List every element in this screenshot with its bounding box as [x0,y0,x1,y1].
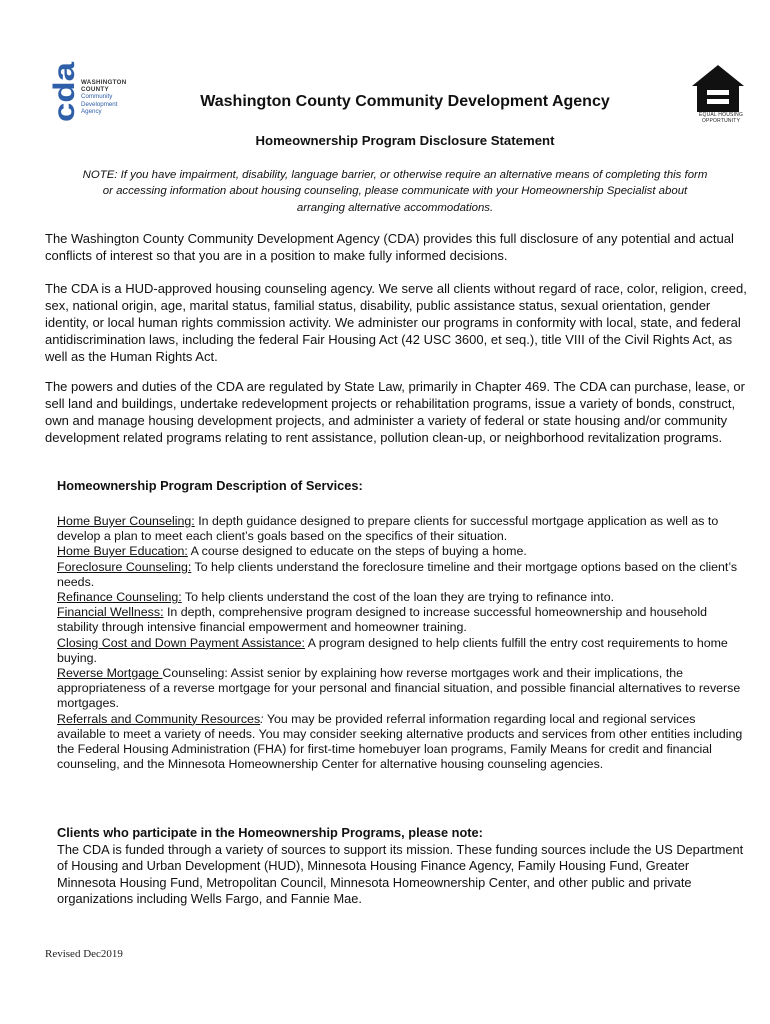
service-label: Reverse Mortgage [57,666,163,681]
logo-line: Community [81,93,113,101]
service-description: Counseling: Assist senior by explaining how reverse mortgages work and their implications, the appropriateness of a reverse mortgage for your personal and financial situation, and possible financial alternatives to reverse mortgages. [57,666,741,711]
revision-date: Revised Dec2019 [45,948,123,960]
service-item [57,544,747,559]
service-description: A course designed to educate on the steps of buying a home. [187,544,527,559]
service-label: Refinance Counseling: [57,590,182,605]
service-description: In depth, comprehensive program designed to increase successful homeownership and household stability through intensive financial empowerment and homeowner training. [57,605,707,635]
service-label: Home Buyer Counseling: [57,514,195,528]
service-description: In depth guidance designed to prepare clients for successful mortgage application as well as to develop a plan to meet each client’s goals based on the specifics of their situation. [57,514,719,544]
equal-housing-line: EQUAL HOUSING [698,112,744,118]
service-description: To help clients understand the cost of the loan they are trying to refinance into. [181,590,615,605]
service-item [57,560,747,590]
services-list [57,514,747,772]
service-separator: : [260,711,264,726]
service-label: Closing Cost and Down Payment Assistance: [57,635,305,650]
service-item [57,636,747,666]
service-description: You may be provided referral information regarding local and regional services available to meet a variety of needs. You may consider seeking alternative products and services from other entities including the Federal Housing Administration (FHA) for first-time homebuyer loan programs, Family Means for credit and financial counseling, and the Minnesota Homeownership Center for alternative housing counseling agencies. [57,711,743,772]
logo-line: Development [81,100,118,108]
cda-logo-wordmark [81,79,127,115]
funding-paragraph: The CDA is funded through a variety of sources to support its mission. These funding sources include the US Department of Housing and Urban Development (HUD), Minnesota Housing Finance Agency, Family Housing Fund, Greater Minnesota Housing Fund, Metropolitan Council, Minnesota Homeownership Center, and other public and private organizations including Wells Fargo, and Fannie Mae. [57,842,744,906]
accessibility-note [45,167,745,216]
services-heading: Homeownership Program Description of Services: [57,478,363,493]
cda-logo-mark [48,60,81,122]
service-item [57,514,747,544]
service-item [57,590,747,605]
note-line: NOTE: If you have impairment, disability, language barrier, or otherwise require an alternative means of completing this form [82,169,708,181]
cda-logo [50,60,150,126]
service-description: To help clients understand the foreclosure timeline and their mortgage options based on the client’s needs. [57,559,738,589]
service-label: Financial Wellness: [57,605,164,620]
logo-line: WASHINGTON [81,79,127,86]
service-description: A program designed to help clients fulfill the entry cost requirements to home buying. [57,635,728,665]
logo-line: COUNTY [81,86,109,94]
powers-paragraph: The powers and duties of the CDA are regulated by State Law, primarily in Chapter 469. The CDA can purchase, lease, or sell land and buildings, undertake redevelopment projects or rehabilitation programs, issue a variety of bonds, construct, own and manage housing development projects, and administer a variety of federal or state housing and/or community development related programs relating to rent assistance, pollution clean-up, or neighborhood revitalization programs. [45,379,745,446]
service-label: Home Buyer Education: [57,544,188,559]
service-item [57,666,747,712]
service-label: Referrals and Community Resources [57,711,261,726]
clients-heading: Clients who participate in the Homeownership Programs, please note: [57,825,483,840]
page-title: Washington County Community Development Agency [200,93,610,110]
note-line: arranging alternative accommodations. [296,201,494,214]
logo-line: Agency [81,107,102,115]
service-item [57,712,747,773]
nondiscrimination-paragraph: The CDA is a HUD-approved housing counseling agency. We serve all clients without regard of race, color, religion, creed, sex, national origin, age, marital status, familial status, disability, public assistance status, sexual orientation, gender identity, or local human rights commission activity. We administer our programs in conformity with local, state, and federal antidiscrimination laws, including the federal Fair Housing Act (42 USC 3600, et seq.), title VIII of the Civil Rights Act, as well as the Human Rights Act. [45,281,747,365]
note-line: or accessing information about housing counseling, please communicate with your Homeownership Specialist about [102,185,688,198]
service-item [57,605,747,635]
equal-housing-line: OPPORTUNITY [701,117,741,124]
page-subtitle: Homeownership Program Disclosure Statement [255,133,555,148]
disclosure-paragraph: The Washington County Community Development Agency (CDA) provides this full disclosure of any potential and actual conflicts of interest so that you are in a position to make fully informed decisions. [45,231,734,264]
equal-housing-caption [692,113,750,124]
cda-logo-letters: cda [48,70,81,122]
service-label: Foreclosure Counseling: [57,559,192,574]
